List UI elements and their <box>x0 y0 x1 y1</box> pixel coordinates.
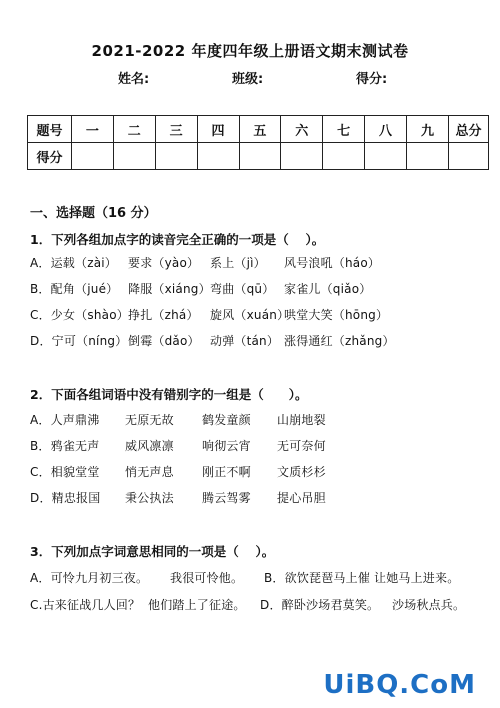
option-item: 家雀儿（qiǎo） <box>284 282 372 296</box>
score-table-header-cell: 三 <box>155 116 197 143</box>
option-item: 让她马上进来。 <box>374 571 460 585</box>
score-table-header-cell: 五 <box>239 116 281 143</box>
score-cell[interactable] <box>407 143 449 170</box>
score-cell[interactable] <box>281 143 323 170</box>
score-table-header-cell: 一 <box>72 116 114 143</box>
option-item: 秉公执法 <box>125 491 174 505</box>
option-item: 风号浪吼（háo） <box>284 256 381 270</box>
watermark-logo: UiBQ.CoM <box>323 670 476 700</box>
question-1-stem: 1．下列各组加点字的读音完全正确的一项是（ ）。 <box>30 232 325 247</box>
option-item: 降服（xiáng） <box>128 282 211 296</box>
option-item: 山崩地裂 <box>277 413 326 427</box>
option-item: 我很可怜他。 <box>170 571 244 585</box>
score-cell[interactable] <box>155 143 197 170</box>
option-item: A．可怜九月初三夜。 <box>30 571 149 585</box>
score-table-header-cell: 总分 <box>449 116 489 143</box>
score-table-header-row <box>28 116 489 143</box>
option-item: 鹤发童颜 <box>202 413 251 427</box>
option-item: 他们踏上了征途。 <box>148 598 246 612</box>
class-label: 班级: <box>232 72 264 87</box>
name-label: 姓名: <box>118 72 150 87</box>
option-item: D．宁可（níng） <box>30 334 128 348</box>
option-item: B．欲饮琵琶马上催 <box>264 571 371 585</box>
score-cell[interactable] <box>72 143 114 170</box>
option-item: 无原无故 <box>125 413 174 427</box>
option-item: A．人声鼎沸 <box>30 413 100 427</box>
option-item: 哄堂大笑（hōng） <box>284 308 389 322</box>
score-cell[interactable] <box>239 143 281 170</box>
score-table-score-row <box>28 143 489 170</box>
score-table-header-cell: 六 <box>281 116 323 143</box>
option-item: A．运载（zài） <box>30 256 117 270</box>
score-cell[interactable] <box>449 143 489 170</box>
option-item: 提心吊胆 <box>277 491 326 505</box>
option-item: 刚正不啊 <box>202 465 251 479</box>
option-item: 挣扎（zhá） <box>128 308 199 322</box>
score-cell[interactable] <box>323 143 365 170</box>
exam-title: 2021-2022 年度四年级上册语文期末测试卷 <box>91 42 409 60</box>
option-item: C．相貌堂堂 <box>30 465 100 479</box>
option-item: 系上（jì） <box>210 256 266 270</box>
score-table-header-cell: 七 <box>323 116 365 143</box>
score-table <box>27 115 489 170</box>
score-table-header-cell: 二 <box>113 116 155 143</box>
question-3-stem: 3．下列加点字词意思相同的一项是（ ）。 <box>30 544 275 559</box>
score-table-header-cell: 四 <box>197 116 239 143</box>
score-table-header-cell: 九 <box>407 116 449 143</box>
option-item: 无可奈何 <box>277 439 326 453</box>
option-item: D．精忠报国 <box>30 491 101 505</box>
score-table-header-cell: 八 <box>365 116 407 143</box>
score-row-label: 得分 <box>28 143 72 170</box>
option-item: 悄无声息 <box>125 465 174 479</box>
section-title: 一、选择题（16 分） <box>30 206 157 221</box>
option-item: 响彻云宵 <box>202 439 251 453</box>
score-table-header-cell: 题号 <box>28 116 72 143</box>
option-item: 威风凛凛 <box>125 439 174 453</box>
option-item: B．鸦雀无声 <box>30 439 100 453</box>
score-cell[interactable] <box>365 143 407 170</box>
score-label: 得分: <box>356 72 388 87</box>
question-2-stem: 2．下面各组词语中没有错别字的一组是（ ）。 <box>30 387 308 402</box>
option-item: C．少女（shào） <box>30 308 129 322</box>
option-item: 弯曲（qū） <box>210 282 275 296</box>
option-item: 动弹（tán） <box>210 334 280 348</box>
option-item: 倒霉（dǎo） <box>128 334 200 348</box>
option-item: D．醉卧沙场君莫笑。 <box>260 598 380 612</box>
option-item: 要求（yào） <box>128 256 200 270</box>
option-item: C.古来征战几人回？ <box>30 598 141 612</box>
score-cell[interactable] <box>113 143 155 170</box>
option-item: 沙场秋点兵。 <box>392 598 466 612</box>
option-item: B．配角（jué） <box>30 282 119 296</box>
option-item: 文质杉杉 <box>277 465 326 479</box>
option-item: 腾云驾雾 <box>202 491 251 505</box>
score-cell[interactable] <box>197 143 239 170</box>
option-item: 旋风（xuán） <box>210 308 290 322</box>
option-item: 涨得通红（zhǎng） <box>284 334 395 348</box>
